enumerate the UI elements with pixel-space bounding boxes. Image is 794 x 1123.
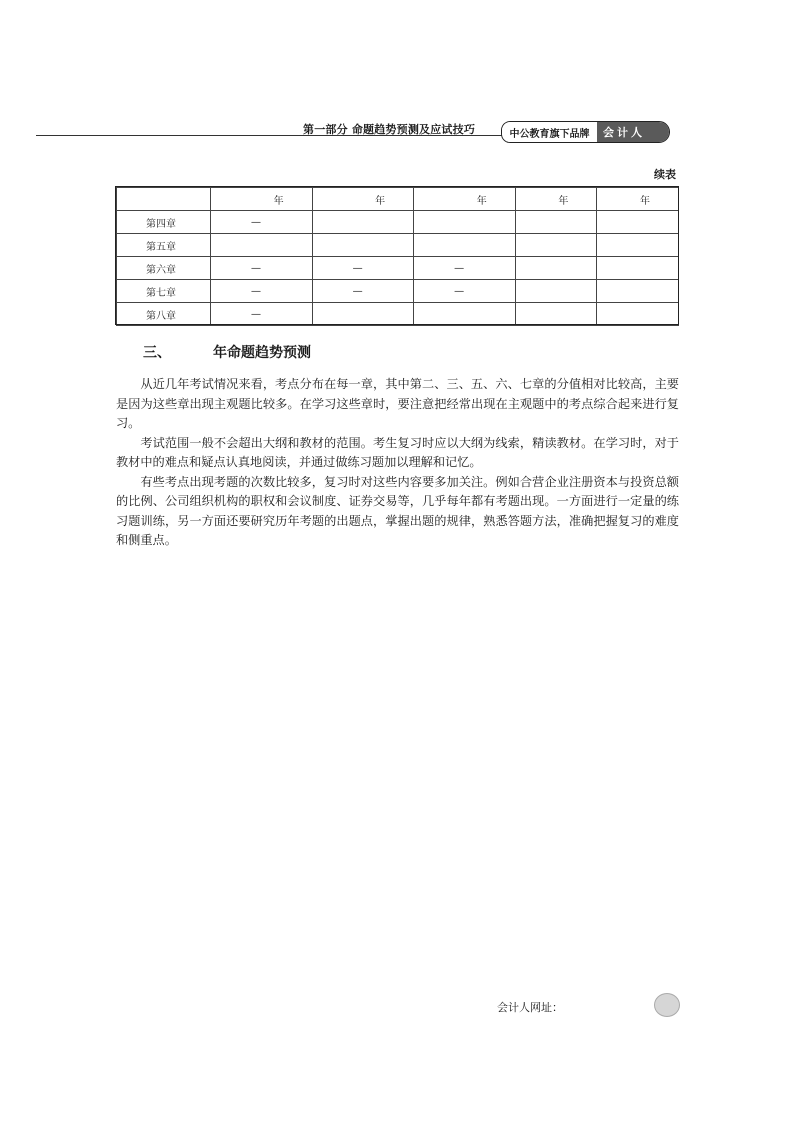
table-cell bbox=[414, 303, 516, 326]
year-header: 年 bbox=[211, 188, 313, 211]
brand-badge bbox=[501, 121, 670, 143]
table-cell bbox=[312, 234, 414, 257]
table-cell bbox=[211, 234, 313, 257]
footer-site-label: 会计人网址： bbox=[497, 1001, 563, 1014]
page-number-badge bbox=[654, 993, 680, 1017]
table-cell: — bbox=[211, 303, 313, 326]
table-row bbox=[117, 303, 679, 326]
paragraph: 有些考点出现考题的次数比较多，复习时对这些内容要多加关注。例如合营企业注册资本与投资总额的比例、公司组织机构的职权和会议制度、证券交易等，几乎每年都有考题出现。一方面进行一定量的练习题训练，另一方面还要研究历年考题的出题点，掌握出题的规律，熟悉答题方法，准确把握复习的难度和侧重点。 bbox=[116, 474, 679, 547]
table-cell: — bbox=[211, 280, 313, 303]
body-text bbox=[116, 375, 679, 551]
brand-site-name: 会计人 bbox=[597, 122, 669, 142]
chapter-label: 第七章 bbox=[117, 280, 211, 303]
table-cell bbox=[414, 211, 516, 234]
year-header: 年 bbox=[515, 188, 597, 211]
table-header-row bbox=[117, 188, 679, 211]
section-number: 三、 bbox=[143, 345, 171, 361]
paragraph: 考试范围一般不会超出大纲和教材的范围。考生复习时应以大纲为线索，精读教材。在学习时，对于教材中的难点和疑点认真地阅读，并通过做练习题加以理解和记忆。 bbox=[116, 435, 679, 469]
table-cell: — bbox=[414, 280, 516, 303]
table-cell bbox=[414, 234, 516, 257]
table-row bbox=[117, 234, 679, 257]
table-cell: — bbox=[312, 257, 414, 280]
table-header-corner bbox=[117, 188, 211, 211]
table-cell bbox=[597, 257, 679, 280]
year-header: 年 bbox=[597, 188, 679, 211]
table-cell bbox=[312, 211, 414, 234]
table-row bbox=[117, 211, 679, 234]
table-row bbox=[117, 280, 679, 303]
running-header-title: 第一部分 命题趋势预测及应试技巧 bbox=[303, 123, 476, 136]
chapter-label: 第四章 bbox=[117, 211, 211, 234]
section-title: 年命题趋势预测 bbox=[213, 345, 311, 361]
table-cell bbox=[515, 211, 597, 234]
table-cell: — bbox=[211, 257, 313, 280]
table-cell bbox=[515, 303, 597, 326]
year-header: 年 bbox=[414, 188, 516, 211]
table-cell bbox=[597, 280, 679, 303]
brand-name: 中公教育旗下品牌 bbox=[502, 122, 597, 142]
table-cell bbox=[597, 234, 679, 257]
continued-table-label: 续表 bbox=[654, 168, 676, 181]
table-cell: — bbox=[211, 211, 313, 234]
chapter-label: 第五章 bbox=[117, 234, 211, 257]
table-cell bbox=[515, 280, 597, 303]
year-header: 年 bbox=[312, 188, 414, 211]
exam-trend-table bbox=[116, 187, 679, 326]
table-cell: — bbox=[312, 280, 414, 303]
table-cell bbox=[312, 303, 414, 326]
table-cell: — bbox=[414, 257, 516, 280]
paragraph: 从近几年考试情况来看，考点分布在每一章，其中第二、三、五、六、七章的分值相对比较高，主要是因为这些章出现主观题比较多。在学习这些章时，要注意把经常出现在主观题中的考点综合起来进行复习。 bbox=[116, 377, 679, 430]
table-cell bbox=[597, 211, 679, 234]
table-row bbox=[117, 257, 679, 280]
table-cell bbox=[515, 234, 597, 257]
table-cell bbox=[597, 303, 679, 326]
table-cell bbox=[515, 257, 597, 280]
chapter-label: 第六章 bbox=[117, 257, 211, 280]
chapter-label: 第八章 bbox=[117, 303, 211, 326]
